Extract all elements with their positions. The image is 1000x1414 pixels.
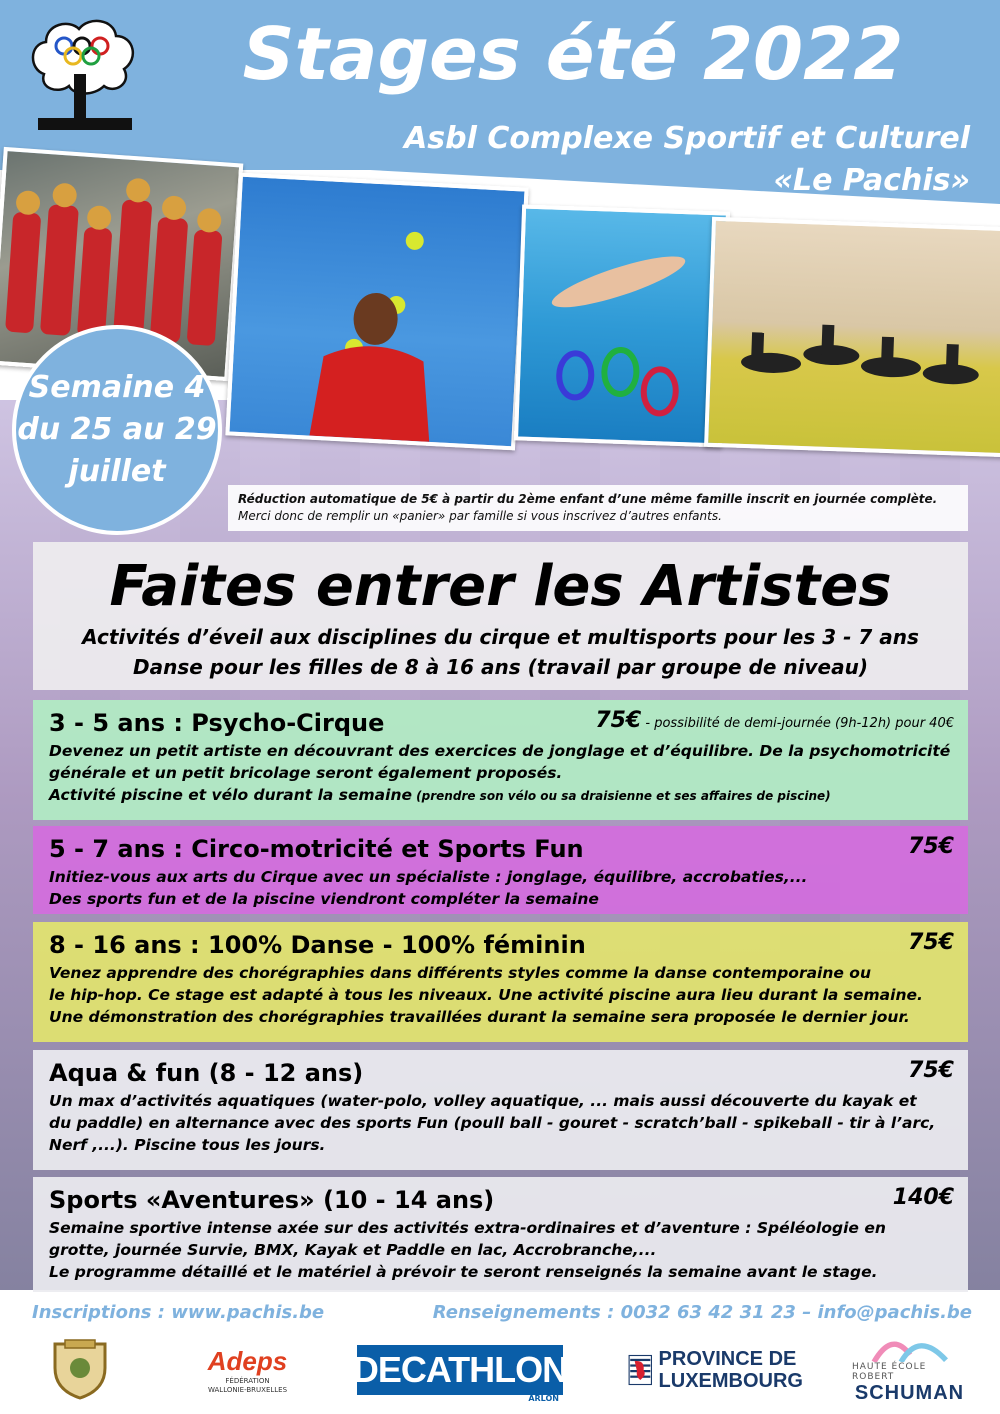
decathlon-name: DECATHLON [357,1345,563,1395]
offer-desc-line: générale et un petit bricolage seront également proposés. [49,764,563,782]
subtitle-line-1: Asbl Complexe Sportif et Culturel [404,121,970,156]
theme-title: Faites entrer les Artistes [109,554,892,619]
arlon-coat-of-arms-logo [45,1335,115,1405]
offer-desc-line: du paddle) en alternance avec des sports Fun (poull ball - gouret - scratch’ball - spikeball - tir à l’arc, [49,1114,936,1132]
robert-schuman-logo [852,1335,967,1405]
offer-desc-line: Un max d’activités aquatiques (water-polo, volley aquatique, ... mais aussi découverte du kayak et [49,1092,917,1110]
offer-name: Sports «Aventures» (10 - 14 ans) [49,1186,495,1214]
offer-name: 8 - 16 ans : 100% Danse - 100% féminin [49,931,586,959]
subtitle-line-2: «Le Pachis» [773,163,970,198]
offer-desc-line: grotte, journée Survie, BMX, Kayak et Paddle en lac, Accrobranche,... [49,1241,657,1259]
schuman-name: SCHUMAN [854,1382,965,1404]
offer-name: 3 - 5 ans : Psycho-Cirque [49,709,385,737]
discount-line: Réduction automatique de 5€ à partir du 2ème enfant d’une même famille inscrit en journée complète. [238,492,938,506]
province-line-2: LUXEMBOURG [658,1370,803,1392]
offer-danse [33,922,968,1042]
discount-basket-line: Merci donc de remplir un «panier» par famille si vous inscrivez d’autres enfants. [238,509,722,523]
offer-desc-line: Venez apprendre des chorégraphies dans différents styles comme la danse contemporaine ou [49,964,871,982]
offer-desc-line: le hip-hop. Ce stage est adapté à tous les niveaux. Une activité piscine aura lieu durant la semaine. [49,986,923,1004]
theme-line-2: Danse pour les filles de 8 à 16 ans (travail par groupe de niveau) [133,655,868,679]
contact-info[interactable]: Renseignements : 0032 63 42 31 23 – info@pachis.be [432,1302,972,1323]
offer-name: 5 - 7 ans : Circo-motricité et Sports Fun [49,835,584,863]
swimming-girl-photo [514,204,730,447]
dance-class-photo [704,217,1000,457]
contact-line [32,1298,972,1328]
offer-desc-note: (prendre son vélo ou sa draisienne et ses affaires de piscine) [412,789,831,803]
theme-line-1: Activités d’éveil aux disciplines du cirque et multisports pour les 3 - 7 ans [82,625,919,649]
offer-price: 75€ [908,1058,954,1083]
week-month: juillet [68,454,166,489]
offer-price: 75€ [908,930,954,955]
offer-name: Aqua & fun (8 - 12 ans) [49,1059,364,1087]
offer-sports-aventures [33,1177,968,1295]
adeps-sub-2: WALLONIE-BRUXELLES [207,1385,288,1394]
juggling-boy-photo [225,173,528,451]
adeps-logo [190,1335,305,1405]
page-title: Stages été 2022 [242,12,904,96]
decathlon-logo [352,1335,568,1405]
offer-desc-line: Le programme détaillé et le matériel à prévoir te seront renseignés la semaine avant le stage. [49,1263,878,1281]
sibling-discount-notice [228,485,968,531]
offer-circo-motricite [33,826,968,914]
theme-intro [33,542,968,690]
offer-desc-line: Semaine sportive intense axée sur des activités extra-ordinaires et d’aventure : Spéléologie en [49,1219,886,1237]
decathlon-city: ARLON [528,1394,559,1403]
offer-price-note: - possibilité de demi-journée (9h-12h) pour 40€ [641,716,954,731]
registration-link[interactable]: Inscriptions : www.pachis.be [32,1302,325,1323]
offer-aqua-fun [33,1050,968,1170]
week-dates: du 25 au 29 [17,412,217,447]
offer-desc-line: Une démonstration des chorégraphies travaillées durant la semaine sera proposée le dernier jour. [49,1008,910,1026]
week-dates-badge [12,325,222,535]
offer-desc-line: Des sports fun et de la piscine viendront compléter la semaine [49,890,599,908]
week-number: Semaine 4 [28,370,206,405]
offer-psycho-cirque [33,700,968,820]
offer-desc-line: Nerf ,...). Piscine tous les jours. [49,1136,326,1154]
offer-price: 75€ [908,834,954,859]
adeps-sub-1: FÉDÉRATION [225,1376,270,1385]
offer-price: 75€ - possibilité de demi-journée (9h-12h) pour 40€ [595,708,954,733]
province-line-1: PROVINCE DE [658,1348,797,1370]
offer-price: 140€ [892,1185,954,1210]
province-luxembourg-logo [628,1335,803,1405]
pachis-tree-logo [24,14,144,134]
offer-desc-line: Activité piscine et vélo durant la semaine (prendre son vélo ou sa draisienne et ses affaires de piscine) [49,786,831,804]
adeps-name: Adeps [207,1345,288,1376]
offer-desc-line: Initiez-vous aux arts du Cirque avec un spécialiste : jonglage, équilibre, accrobaties,... [49,868,808,886]
offer-desc-line: Devenez un petit artiste en découvrant des exercices de jonglage et d’équilibre. De la psychomotricité [49,742,951,760]
schuman-top: HAUTE ÉCOLE ROBERT [852,1362,927,1382]
